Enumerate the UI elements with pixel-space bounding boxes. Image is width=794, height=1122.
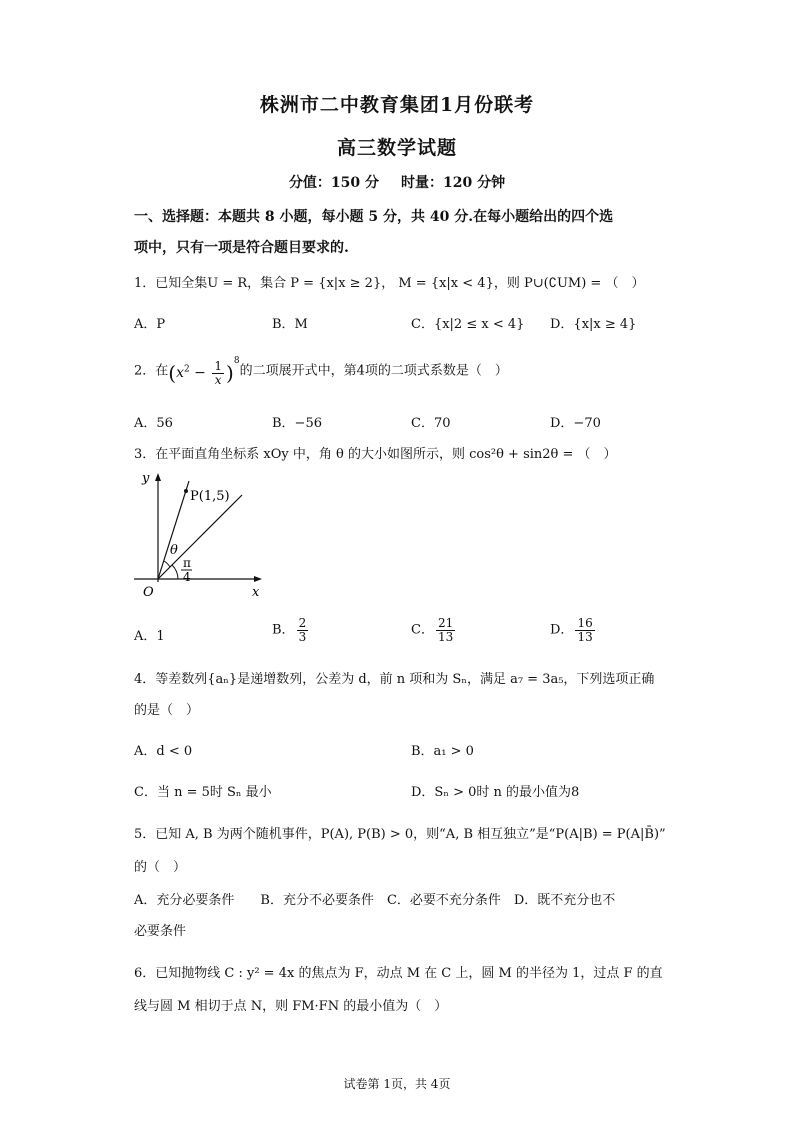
question-5-options-line2: 必要条件 <box>134 924 187 939</box>
question-1-stem: 1．已知全集U = R，集合 P = {x|x ≥ 2}， M = {x|x < 4}，则 P∪(∁UM) = （ ） <box>134 276 645 291</box>
question-3-option-d <box>550 617 597 643</box>
question-5-line2: 的（ ） <box>134 860 187 875</box>
question-2-option-a: A．56 <box>134 416 173 431</box>
question-4-option-c: C．当 n = 5时 Sₙ 最小 <box>134 785 272 800</box>
option-a-value: 1 <box>156 629 165 644</box>
question-6-line1: 6．已知抛物线 C : y² = 4x 的焦点为 F，动点 M 在 C 上，圆 M 的半径为 1，过点 F 的直 <box>134 966 663 981</box>
angle-figure <box>128 470 268 600</box>
question-3-option-a <box>134 625 165 644</box>
label-y: y <box>142 471 150 486</box>
question-3-option-b <box>272 617 310 643</box>
question-4-option-d: D．Sₙ > 0时 n 的最小值为8 <box>411 785 580 800</box>
option-b-denominator: 3 <box>298 629 307 644</box>
question-1-option-d: D．{x|x ≥ 4} <box>550 317 637 332</box>
section-heading-line1: 一、选择题：本题共 8 小题，每小题 5 分，共 40 分.在每小题给出的四个选 <box>134 209 614 225</box>
option-b-prefix: B． <box>272 622 295 638</box>
question-1-option-a: A．P <box>134 317 166 332</box>
question-3-stem: 3．在平面直角坐标系 xOy 中，角 θ 的大小如图所示，则 cos²θ + sin2θ = （ ） <box>134 447 617 462</box>
label-theta: θ <box>170 543 178 558</box>
question-2-option-c: C．70 <box>411 416 451 431</box>
binomial-expression: ($x^2$ − $\frac{1}{x}$ )$^8$ <box>168 356 240 387</box>
arc-theta <box>164 561 170 567</box>
question-2-option-d: D．−70 <box>550 416 601 431</box>
label-x: x <box>252 585 260 600</box>
question-4-line1: 4．等差数列{aₙ}是递增数列，公差为 d，前 n 项和为 Sₙ，满足 a₇ = 3a₅，下列选项正确 <box>134 672 655 687</box>
exam-meta <box>0 172 794 192</box>
page-footer: 试卷第 1页，共 4页 <box>343 1077 451 1091</box>
point-p <box>184 489 188 493</box>
option-c-denominator: 13 <box>437 629 454 644</box>
question-2-stem <box>134 356 508 386</box>
question-4-option-b: B．a₁ > 0 <box>411 744 474 759</box>
option-c-numerator: 21 <box>437 616 454 630</box>
option-d-prefix: D． <box>550 622 574 638</box>
x-axis-arrow-icon <box>254 576 262 582</box>
question-2-prefix: 2．在 <box>134 363 169 379</box>
label-four: 4 <box>183 570 191 584</box>
y-axis-arrow-icon <box>155 473 161 481</box>
question-4-option-a: A．d < 0 <box>134 744 193 759</box>
exam-title: 株洲市二中教育集团1月份联考 <box>259 94 535 116</box>
question-5-line1: 5．已知 A, B 为两个随机事件，P(A), P(B) > 0，则“A, B 相互独立”是“P(A|B) = P(A|B̄)” <box>134 827 666 842</box>
time-label: 时量：120 分钟 <box>401 175 506 191</box>
question-1-option-b: B．M <box>272 317 308 332</box>
section-heading-line2: 项中，只有一项是符合题目要求的. <box>134 240 349 256</box>
ray-pi-over-4 <box>158 495 242 579</box>
question-6-line2: 线与圆 M 相切于点 N，则 FM·FN 的最小值为（ ） <box>134 999 448 1014</box>
option-d-denominator: 13 <box>577 629 593 644</box>
option-a-prefix: A． <box>134 629 157 644</box>
label-pi: π <box>183 556 191 570</box>
label-origin: O <box>143 585 154 600</box>
option-b-numerator: 2 <box>298 616 307 630</box>
question-5-options-line1: A．充分必要条件 B．充分不必要条件 C．必要不充分条件 D．既不充分也不 <box>134 893 616 908</box>
question-1-option-c: C．{x|2 ≤ x < 4} <box>411 317 525 332</box>
question-2-suffix: 的二项展开式中，第4项的二项式系数是（ ） <box>239 363 508 379</box>
question-4-line2: 的是（ ） <box>134 703 200 718</box>
question-2-option-b: B．−56 <box>272 416 322 431</box>
option-d-numerator: 16 <box>577 616 593 630</box>
exam-subtitle: 高三数学试题 <box>336 137 457 159</box>
arc-pi-over-4 <box>172 565 178 579</box>
question-3-option-c <box>411 617 457 643</box>
label-p: P(1,5) <box>190 489 230 504</box>
score-label: 分值：150 分 <box>288 175 379 191</box>
option-c-prefix: C． <box>411 622 434 638</box>
